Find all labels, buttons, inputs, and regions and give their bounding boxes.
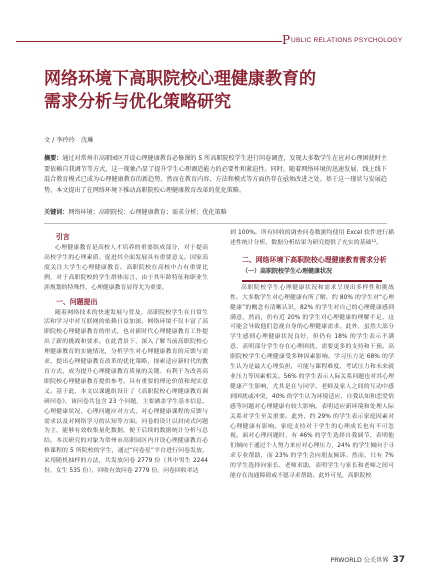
byline: 文 / 李玲玲 沈琳 [44,137,94,144]
heading-section-2: 二、网络环境下高职院校心理健康教育需求分析 [242,255,387,264]
body-column-right [230,229,394,482]
page-number: 37 [392,555,405,565]
magazine-name: PRWORLD 公关世界 [330,557,389,564]
keywords-label: 关键词： [44,209,69,216]
keywords [44,208,387,219]
paragraph-section-1: 随着网络技术的快速发展与普及，高职院校学生在日常生活和学习中对互联网的依赖日益加深。网络环境不仅丰富了高职院校心理健康教育的形式，也对新时代心理健康教育工作提出了新的挑战和要求。在此背景下，深入了解当前高职院校心理健康教育的实施情况，分析学生对心理健康教育的反馈与需求，提出心理健康教育改革的优化策略，探索适应新时代的教育方式，成为提升心理健康教育质量的关键。有利于为改善高职院校心理健康教育提供参考。具有重要的理论价值和现实意义。基于此，本文以课题组设计了《高职院校心理健康教育调研问卷》，该问卷共包含 23 个问题，主要涵盖学生基本信息、心理健康状况、心理问题应对方式、对心理健康课程的反馈与需求以及对网络学习的认知等方面。问卷的设计以封闭式问题为主，能够有效收集量化数据，便于后续的数据统计分析与总结。本次研究的对象为常州市高职园区内开设心理健康教育必修课程的 5 所院校的学生，通过“问卷星”平台进行问卷发放，采用随机抽样的方法，共发放问卷 2779 份（其中男生 2244 份，女生 535 份），回收有效问卷 2779 份，问卷回收率达 [44,309,208,475]
paragraph-intro: 心理健康教育是高校人才培养的重要组成部分，对于提高高校学生的心理素质、促进其全面发展具有重要意义。国家高度关注大学生心理健康教育。高职院校在高校中占有重要比例，对于高职院校的学生群体而言，由于其年龄特征和职业生涯规划的特殊性，心理健康教育显得尤为重要。 [44,245,208,291]
title-line-1: 网络环境下高职院校心理健康教育的 [44,69,316,89]
title-line-2: 需求分析与优化策略研究 [44,92,231,112]
abstract-text: 通过对常州市高职园区开设心理健康教育必修课的 5 所高职院校学生进行问卷调查，发现大多数学生在应对心理困扰时主要依赖自我调节等方式，这一现象凸显了提升学生心理调适能力的必要性和紧迫性。同时，随着网络环境的迅速发展，线上线下混合教育模式已成为心理健康教育的新趋势，然而在教育内容、方法和模式等方面仍存在亟须改进之处。基于这一现状与发展趋势，本文提出了在网络环境下推动高职院校心理健康教育改革的优化策略。 [44,155,387,194]
section-initial: P [282,33,291,47]
subheading-rule [242,280,382,282]
heading-section-1: 一、问题提出 [56,297,98,306]
section-tag [282,34,427,47]
abstract-divider [44,223,387,224]
keywords-text: 网络环境；高职院校；心理健康教育；需求分析；优化策略 [68,209,227,216]
body-column-left [44,229,208,477]
section-name: UBLIC RELATIONS PSYCHOLOGY [291,37,403,44]
paragraph-continued: 到 100%。所有回收的调查问卷数据均使用 Excel 软件进行描述性统计分析，数据分析结果为研究提供了充实的基础¹²。 [230,230,394,246]
abstract [44,154,387,196]
paragraph-section-2: 高职院校学生心理健康状况和需求呈现出多样性和挑战性。大多数学生对心理健康有所了解，约 80% 的学生对“心理健康”的概念有清晰认识，82% 的学生对自己的心理健康感到满意，然而，仍有近 20% 的学生对心理健康的理解不足，这可能会导致他们忽视自身的心理健康需求。此外，虽然大部分学生感到心理健康状况良好，但仍有 18% 的学生表示不满意，表明部分学生存在心理困扰，需要更多的支持和干预。高职院校学生心理健康受多种因素影响。学习压力是 68% 的学生认为是最大心理负担，可能与课程难度、考试压力和未来就业压力等因素相关。56% 的学生表示人际关系问题也对其心理健康产生影响，尤其是在与同学、老师及家人之间的互动中感到困扰或冲突，40% 的学生认为环境适应、自我认知和恋爱情感等问题对心理健康有较大影响。表明适应新环境和处理人际关系对学生至关重要。此外，约 29% 的学生表示家庭因素对心理健康有影响。家庭支持对于学生的心理成长也有不可忽视。面对心理问题时，有 46% 的学生选择自我调节，表明他们倾向于通过个人努力来应对心理压力，24% 的学生倾向于寻求专业帮助，而 23% 的学生会向朋友倾诉。然而，只有 7% 的学生选择向家长、老师求助，表明学生与家长和老师之间可能存在沟通障碍或不愿寻求帮助。此外可见，高职院校 [230,284,394,480]
abstract-label: 摘要： [44,155,63,162]
article-title [44,68,384,114]
heading-introduction: 引言 [56,233,70,241]
subheading-2-1: （一）高职院校学生心理健康状况 [242,267,333,275]
page-footer [330,555,405,565]
